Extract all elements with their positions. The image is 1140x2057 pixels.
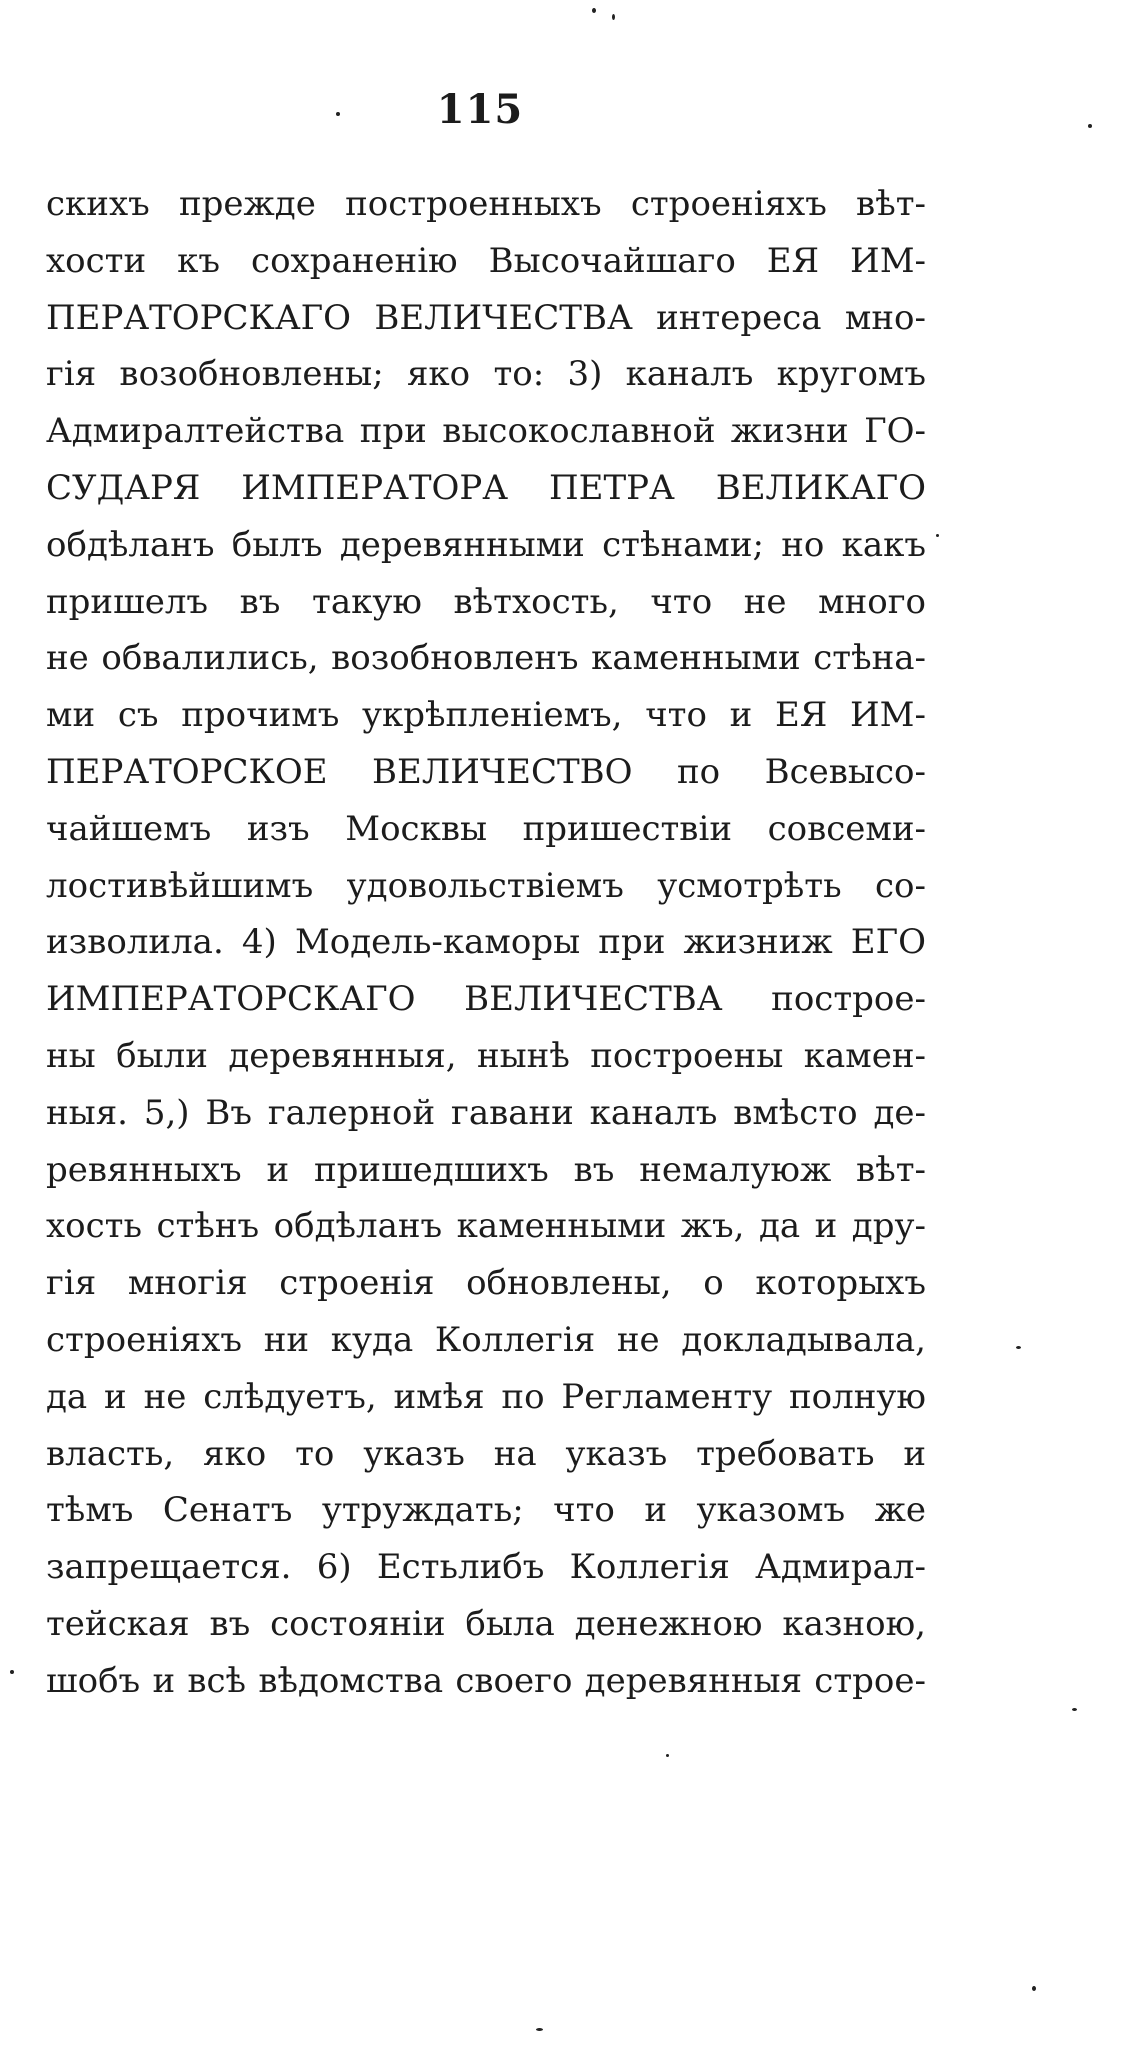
text-line: ревянныхъ и пришедшихъ въ немалуюж вѣт- (46, 1149, 926, 1190)
text-line: ИМПЕРАТОРСКАГО ВЕЛИЧЕСТВА построе- (46, 979, 926, 1020)
text-line: ныя. 5,) Въ галерной гавани каналъ вмѣсто де- (46, 1092, 926, 1133)
scan-speck (666, 1754, 669, 1757)
scan-speck (336, 112, 340, 116)
body-text (46, 176, 926, 1710)
text-line: гiя возобновлены; яко то: 3) каналъ кругомъ (46, 354, 926, 395)
text-line: власть, яко то указъ на указъ требовать и (46, 1433, 926, 1474)
text-line: скихъ прежде построенныхъ строенiяхъ вѣт- (46, 184, 926, 224)
scan-speck (1032, 1986, 1036, 1991)
text-line: гiя многiя строенiя обновлены, о которыхъ (46, 1263, 926, 1304)
scan-speck (1088, 124, 1092, 128)
text-line: тѣмъ Сенатъ утруждать; что и указомъ же (46, 1490, 926, 1531)
text-line: обдѣланъ былъ деревянными стѣнами; но какъ (46, 524, 926, 565)
scan-speck (1072, 1708, 1077, 1711)
text-line: да и не слѣдуетъ, имѣя по Регламенту полную (46, 1376, 926, 1417)
text-line: ПЕРАТОРСКАГО ВЕЛИЧЕСТВА интереса мно- (46, 297, 926, 338)
text-line: лостивѣйшимъ удовольствiемъ усмотрѣть со- (46, 865, 926, 906)
text-line: ПЕРАТОРСКОЕ ВЕЛИЧЕСТВО по Всевысо- (46, 751, 926, 792)
scan-speck (936, 534, 939, 537)
text-line: шобъ и всѣ вѣдомства своего деревянныя строе- (46, 1660, 926, 1701)
page-number: 115 (436, 86, 524, 133)
text-line: запрещается. 6) Естьлибъ Коллегiя Адмирал- (46, 1547, 926, 1588)
text-line: Адмиралтейства при высокославной жизни ГО- (46, 411, 926, 452)
scan-speck (592, 8, 596, 13)
scan-speck (536, 2028, 543, 2031)
text-line: не обвалились, возобновленъ каменными стѣна- (46, 638, 926, 679)
text-line: чайшемъ изъ Москвы пришествiи совсеми- (46, 808, 926, 849)
text-line: СУДАРЯ ИМПЕРАТОРА ПЕТРА ВЕЛИКАГО (46, 467, 926, 508)
text-line: хости къ сохраненiю Высочайшаго ЕЯ ИМ- (46, 240, 926, 281)
text-line: ми съ прочимъ укрѣпленiемъ, что и ЕЯ ИМ- (46, 695, 926, 736)
text-line: хость стѣнъ обдѣланъ каменными жъ, да и дру- (46, 1206, 926, 1247)
scan-speck (1016, 1346, 1021, 1349)
text-line: изволила. 4) Модель-каморы при жизниж ЕГО (46, 922, 926, 963)
scan-speck (10, 1670, 14, 1674)
text-line: пришелъ въ такую вѣтхость, что не много (46, 581, 926, 622)
text-line: ны были деревянныя, нынѣ построены камен- (46, 1035, 926, 1076)
text-line: строенiяхъ ни куда Коллегiя не докладывала, (46, 1319, 926, 1360)
scan-speck (612, 14, 615, 20)
text-line: тейская въ состоянiи была денежною казною, (46, 1603, 926, 1644)
